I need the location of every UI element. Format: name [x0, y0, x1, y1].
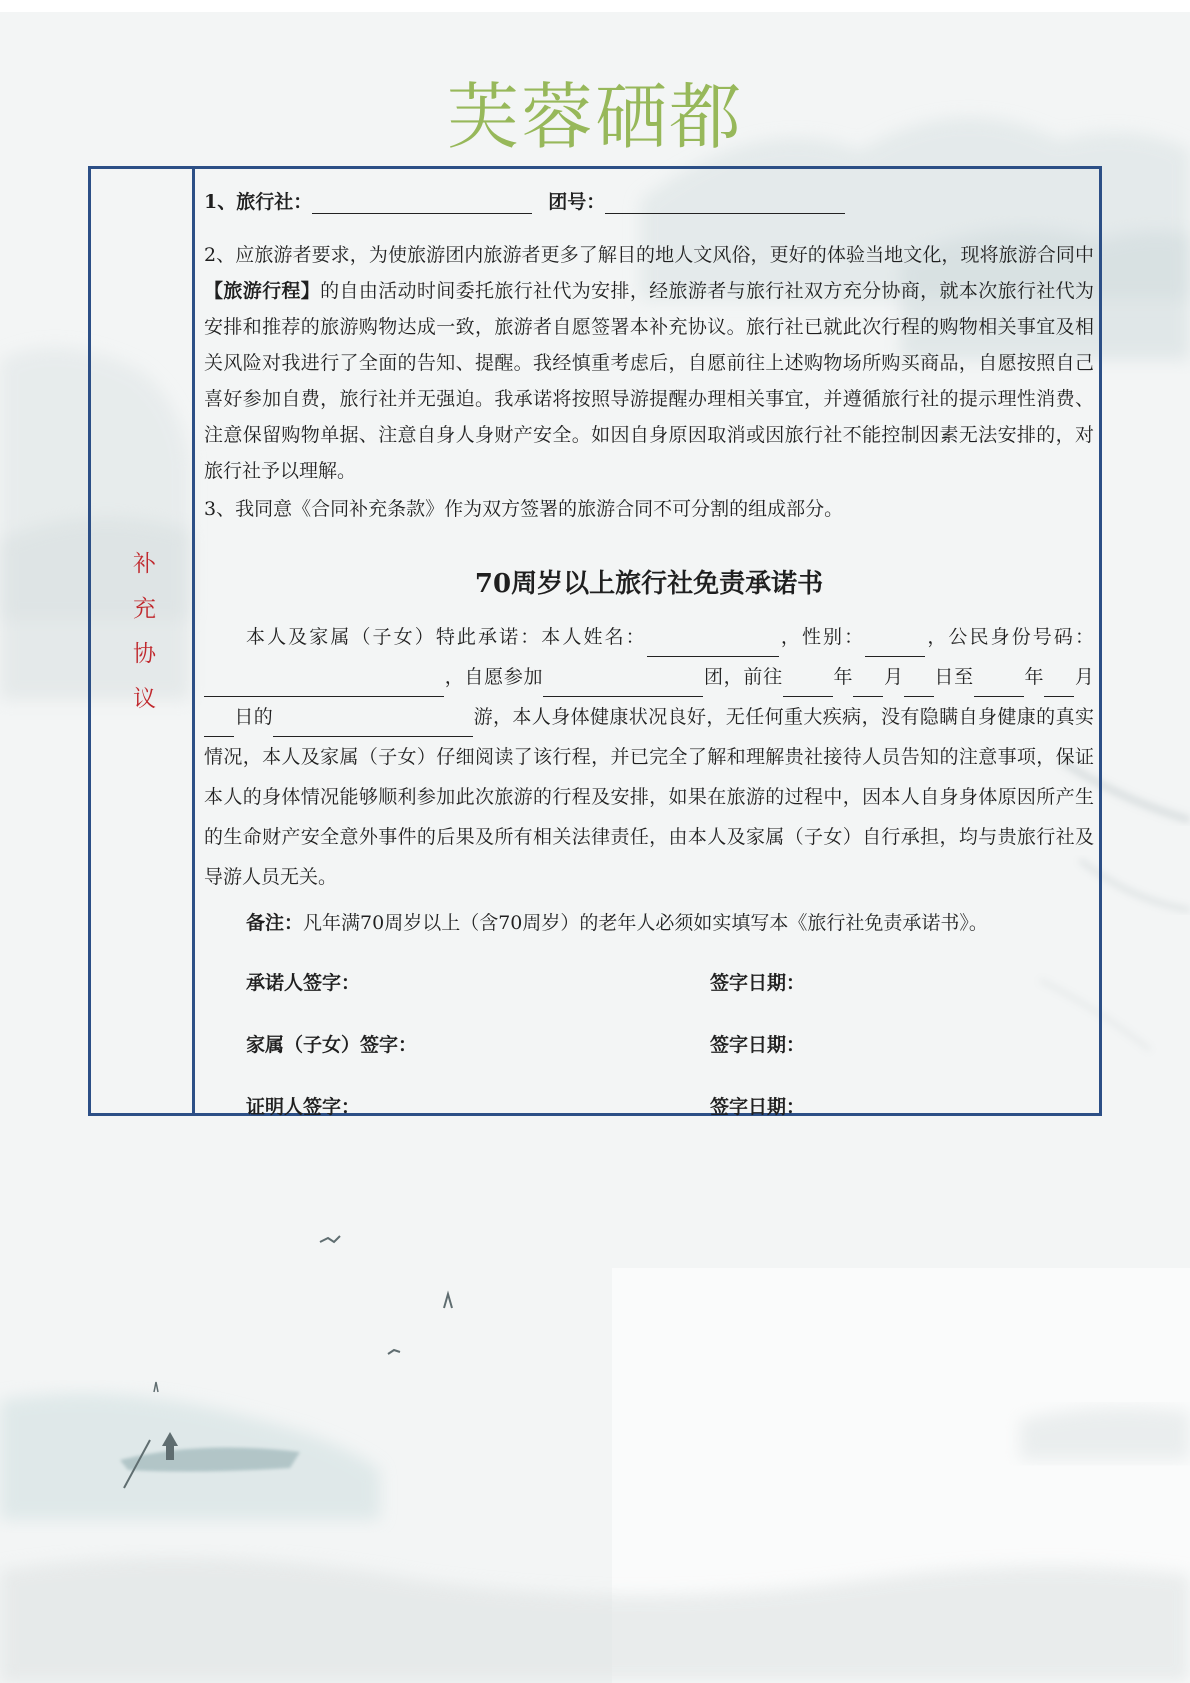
waiver-note [246, 905, 988, 941]
witness-date-label: 签字日期： [710, 1096, 806, 1118]
clause-2-prefix: 2、应旅游者要求，为使旅游团内旅游者更多了解目的地人文风俗，更好的体验当地文化，现将旅游合同中 [204, 244, 1094, 266]
waiver-text-2: ，性别： [778, 626, 866, 648]
start-day-blank[interactable] [904, 672, 934, 697]
waiver-text-10: 月 [1074, 666, 1094, 688]
end-year-blank[interactable] [974, 672, 1024, 697]
destination-blank[interactable] [273, 712, 473, 737]
waiver-text-9: 年 [1023, 666, 1045, 688]
note-text: 凡年满70周岁以上（含70周岁）的老年人必须如实填写本《旅行社免责承诺书》。 [303, 912, 988, 934]
tour-group-blank[interactable] [543, 672, 703, 697]
group-label: 团号： [548, 191, 606, 213]
note-label: 备注： [246, 912, 304, 934]
side-label-cell [91, 169, 192, 1113]
end-month-blank[interactable] [1044, 672, 1074, 697]
family-date-label: 签字日期： [710, 1034, 806, 1056]
agency-line [204, 187, 845, 214]
promisor-date-label: 签字日期： [710, 972, 806, 994]
start-year-blank[interactable] [783, 672, 833, 697]
waiver-text-5: 团，前往 [703, 666, 783, 688]
agreement-frame [88, 166, 1102, 1116]
waiver-text-6: 年 [832, 666, 854, 688]
waiver-text-4: ，自愿参加 [444, 666, 544, 688]
waiver-body [204, 617, 1094, 897]
clause-2-highlight: 【旅游行程】 [204, 280, 321, 302]
column-divider [192, 169, 195, 1113]
promisor-signature-label: 承诺人签字： [246, 972, 361, 994]
clause-2-suffix: 的自由活动时间委托旅行社代为安排，经旅游者与旅行社双方充分协商，就本次旅行社代为安排和推荐的旅游购物达成一致，旅游者自愿签署本补充协议。旅行社已就此次行程的购物相关事宜及相关风险对我进行了全面的告知、提醒。我经慎重考虑后，自愿前往上述购物场所购买商品，自愿按照自己喜好参加自费，旅行社并无强迫。我承诺将按照导游提醒办理相关事宜，并遵循旅行社的提示理性消费、注意保留购物单据、注意自身人身财产安全。如因自身原因取消或因旅行社不能控制因素无法安排的，对旅行社予以理解。 [204, 280, 1094, 482]
witness-signature-label: 证明人签字： [246, 1096, 361, 1118]
page-title: 芙蓉硒都 [446, 75, 743, 159]
family-signature-label: 家属（子女）签字： [246, 1034, 418, 1056]
waiver-text-12: 游，本人身体健康状况良好，无任何重大疾病，没有隐瞒自身健康的真实情况，本人及家属（子女）仔细阅读了该行程，并已完全了解和理解贵社接待人员告知的注意事项，保证本人的身体情况能够顺利参加此次旅游的行程及安排，如果在旅游的过程中，因本人自身身体原因所产生的生命财产安全意外事件的后果及所有相关法律责任，由本人及家属（子女）自行承担，均与贵旅行社及导游人员无关。 [204, 706, 1094, 888]
waiver-text-1: 本人及家属（子女）特此承诺：本人姓名： [246, 626, 647, 648]
waiver-text-7: 月 [883, 666, 904, 688]
start-month-blank[interactable] [853, 672, 883, 697]
end-day-blank[interactable] [204, 712, 234, 737]
agency-blank[interactable] [312, 191, 532, 214]
waiver-text-3: ，公民身份号码： [925, 626, 1094, 648]
side-label: 补充协议 [129, 551, 155, 731]
waiver-text-8: 日至 [933, 666, 974, 688]
agency-label: 1、旅行社： [204, 191, 313, 213]
clause-2 [204, 237, 1094, 489]
waiver-text-11: 日的 [234, 706, 274, 728]
clause-3: 3、我同意《合同补充条款》作为双方签署的旅游合同不可分割的组成部分。 [204, 498, 844, 520]
id-number-blank[interactable] [204, 672, 444, 697]
top-band [0, 0, 1190, 12]
waiver-title: 70周岁以上旅行社免责承诺书 [474, 569, 824, 599]
name-blank[interactable] [647, 632, 779, 657]
group-blank[interactable] [605, 191, 845, 214]
gender-blank[interactable] [865, 632, 925, 657]
